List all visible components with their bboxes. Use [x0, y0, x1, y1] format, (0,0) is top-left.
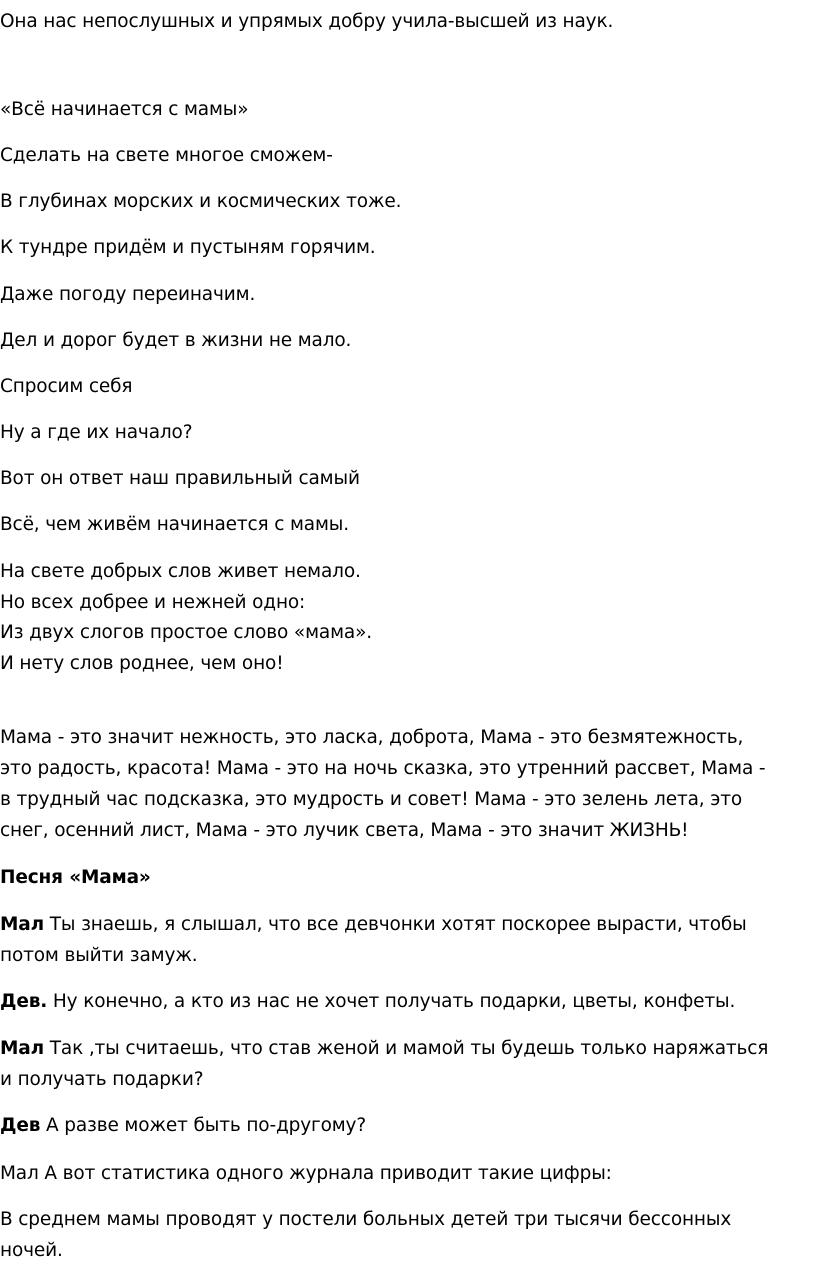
prose-line: это радость, красота! Мама - это на ночь сказка, это утренний рассвет, Мама - [0, 758, 766, 779]
poem1-line: К тундре придём и пустыням горячим. [0, 237, 376, 258]
speaker-label: Мал [0, 914, 44, 935]
dialogue-line [0, 909, 747, 971]
poem1-line: Всё, чем живём начинается с мамы. [0, 514, 349, 535]
poem2-line: Из двух слогов простое слово «мама». [0, 622, 372, 643]
song-heading: Песня «Мама» [0, 867, 151, 888]
speaker-label: Дев [0, 1115, 41, 1136]
dialogue-text: А разве может быть по-другому? [40, 1115, 367, 1136]
dialogue-line [0, 986, 735, 1017]
poem1-line: Ну а где их начало? [0, 422, 193, 443]
dialogue-line [0, 1110, 366, 1141]
final-paragraph [0, 1204, 731, 1266]
statistics-line: Мал А вот статистика одного журнала приводит такие цифры: [0, 1163, 612, 1184]
speaker-label: Мал [0, 1038, 44, 1059]
dialogue-text: потом выйти замуж. [0, 945, 198, 966]
poem1-line: Спросим себя [0, 376, 133, 397]
poem2-line: Но всех добрее и нежней одно: [0, 592, 306, 613]
dialogue-line [0, 1033, 768, 1095]
poem1-line: Даже погоду переиначим. [0, 284, 256, 305]
poem1-title: «Всё начинается с мамы» [0, 99, 249, 120]
prose-line: Мама - это значит нежность, это ласка, доброта, Мама - это безмятежность, [0, 727, 744, 748]
prose-line: в трудный час подсказка, это мудрость и совет! Мама - это зелень лета, это [0, 789, 743, 810]
dialogue-text: Ты знаешь, я слышал, что все девчонки хотят поскорее вырасти, чтобы [44, 914, 747, 935]
final-line: В среднем мамы проводят у постели больных детей три тысячи бессонных [0, 1209, 732, 1230]
prose-line: снег, осенний лист, Мама - это лучик света, Мама - это значит ЖИЗНЬ! [0, 820, 689, 841]
dialogue-text: и получать подарки? [0, 1069, 204, 1090]
poem1-line: В глубинах морских и космических тоже. [0, 191, 402, 212]
prose-paragraph [0, 722, 765, 846]
poem2-line: И нету слов роднее, чем оно! [0, 653, 284, 674]
dialogue-text: Так ,ты считаешь, что став женой и мамой ты будешь только наряжаться [44, 1038, 769, 1059]
final-line: ночей. [0, 1240, 63, 1261]
poem2-line: На свете добрых слов живет немало. [0, 561, 361, 582]
poem1-line: Сделать на свете многое сможем- [0, 145, 333, 166]
intro-line: Она нас непослушных и упрямых добру учила-высшей из наук. [0, 11, 614, 32]
dialogue-text: Ну конечно, а кто из нас не хочет получать подарки, цветы, конфеты. [47, 991, 736, 1012]
poem1-line: Дел и дорог будет в жизни не мало. [0, 330, 352, 351]
speaker-label: Дев. [0, 991, 48, 1012]
poem1-line: Вот он ответ наш правильный самый [0, 468, 360, 489]
